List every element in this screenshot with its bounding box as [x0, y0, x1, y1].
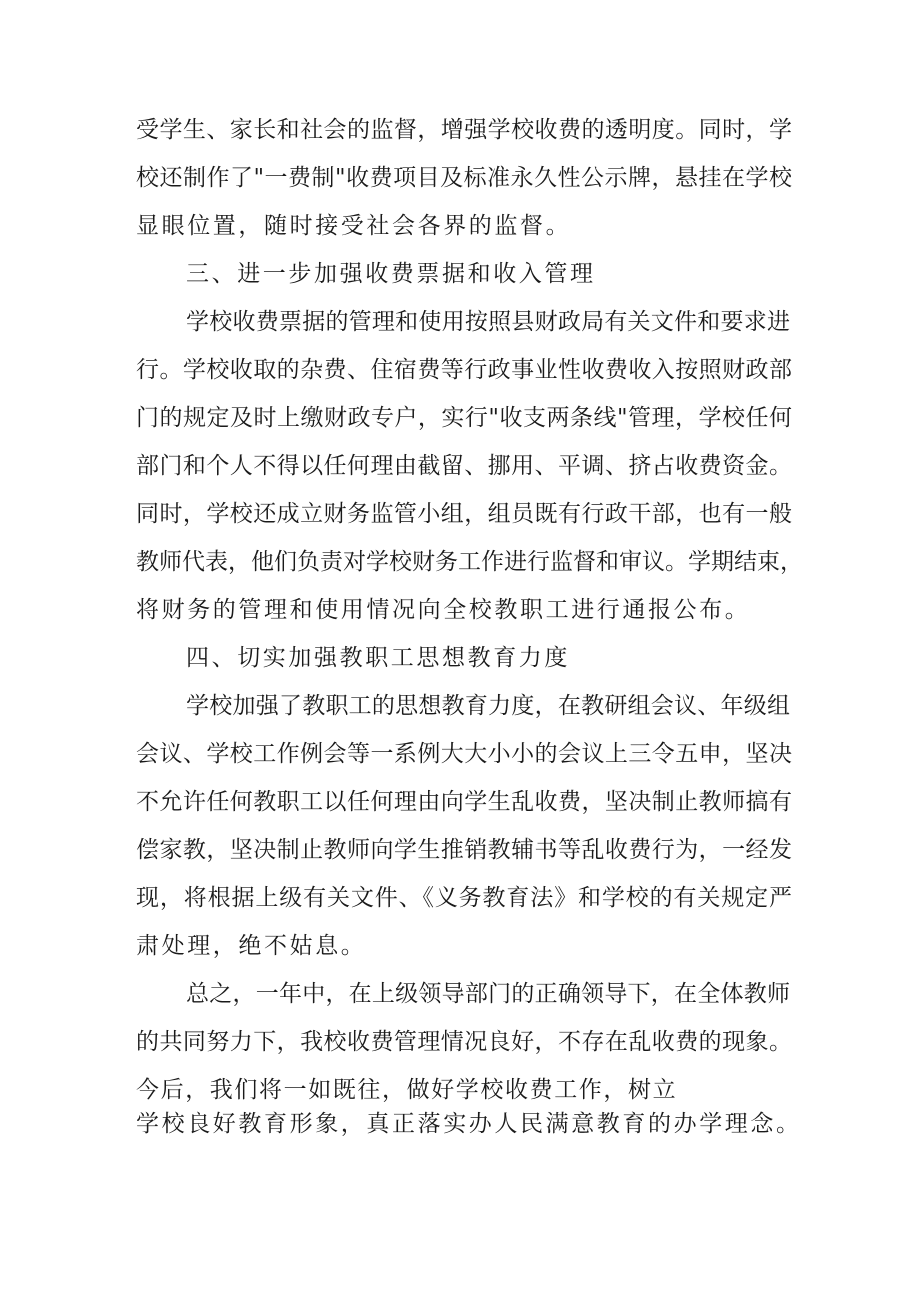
text-line: 肃处理，绝不姑息。 [136, 933, 367, 959]
text-line: 的共同努力下，我校收费管理情况良好，不存在乱收费的现象。 [136, 1029, 792, 1055]
text-line: 同时，学校还成立财务监管小组，组员既有行政干部，也有一般 [136, 501, 792, 527]
text-line: 总之，一年中，在上级领导部门的正确领导下，在全体教师 [186, 981, 790, 1007]
text-line: 将财务的管理和使用情况向全校教职工进行通报公布。 [136, 597, 751, 623]
text-line: 不允许任何教职工以任何理由向学生乱收费，坚决制止教师搞有 [136, 789, 792, 815]
section-heading-4: 四、切实加强教职工思想教育力度 [186, 645, 570, 671]
text-line: 部门和个人不得以任何理由截留、挪用、平调、挤占收费资金。 [136, 453, 792, 479]
section-heading-3: 三、进一步加强收费票据和收入管理 [186, 261, 596, 287]
text-line: 门的规定及时上缴财政专户，实行"收支两条线"管理，学校任何 [136, 405, 792, 431]
text-line: 受学生、家长和社会的监督，增强学校收费的透明度。同时，学 [136, 117, 792, 143]
text-line: 偿家教，坚决制止教师向学生推销教辅书等乱收费行为，一经发 [136, 837, 792, 863]
text-line: 校还制作了"一费制"收费项目及标准永久性公示牌，悬挂在学校 [136, 165, 792, 191]
text-line: 今后，我们将一如既往，做好学校收费工作，树立 [136, 1077, 678, 1103]
text-line: 学校加强了教职工的思想教育力度，在教研组会议、年级组 [186, 693, 790, 719]
text-line: 学校收费票据的管理和使用按照县财政局有关文件和要求进 [186, 309, 790, 335]
text-line: 显眼位置，随时接受社会各界的监督。 [136, 213, 572, 239]
text-line: 行。学校收取的杂费、住宿费等行政事业性收费收入按照财政部 [136, 357, 792, 383]
text-line: 学校良好教育形象，真正落实办人民满意教育的办学理念。 [136, 1111, 802, 1137]
text-line: 教师代表，他们负责对学校财务工作进行监督和审议。学期结束， [136, 549, 803, 575]
text-line: 现，将根据上级有关文件、《义务教育法》和学校的有关规定严 [136, 885, 792, 911]
text-line: 会议、学校工作例会等一系例大大小小的会议上三令五申，坚决 [136, 741, 792, 767]
